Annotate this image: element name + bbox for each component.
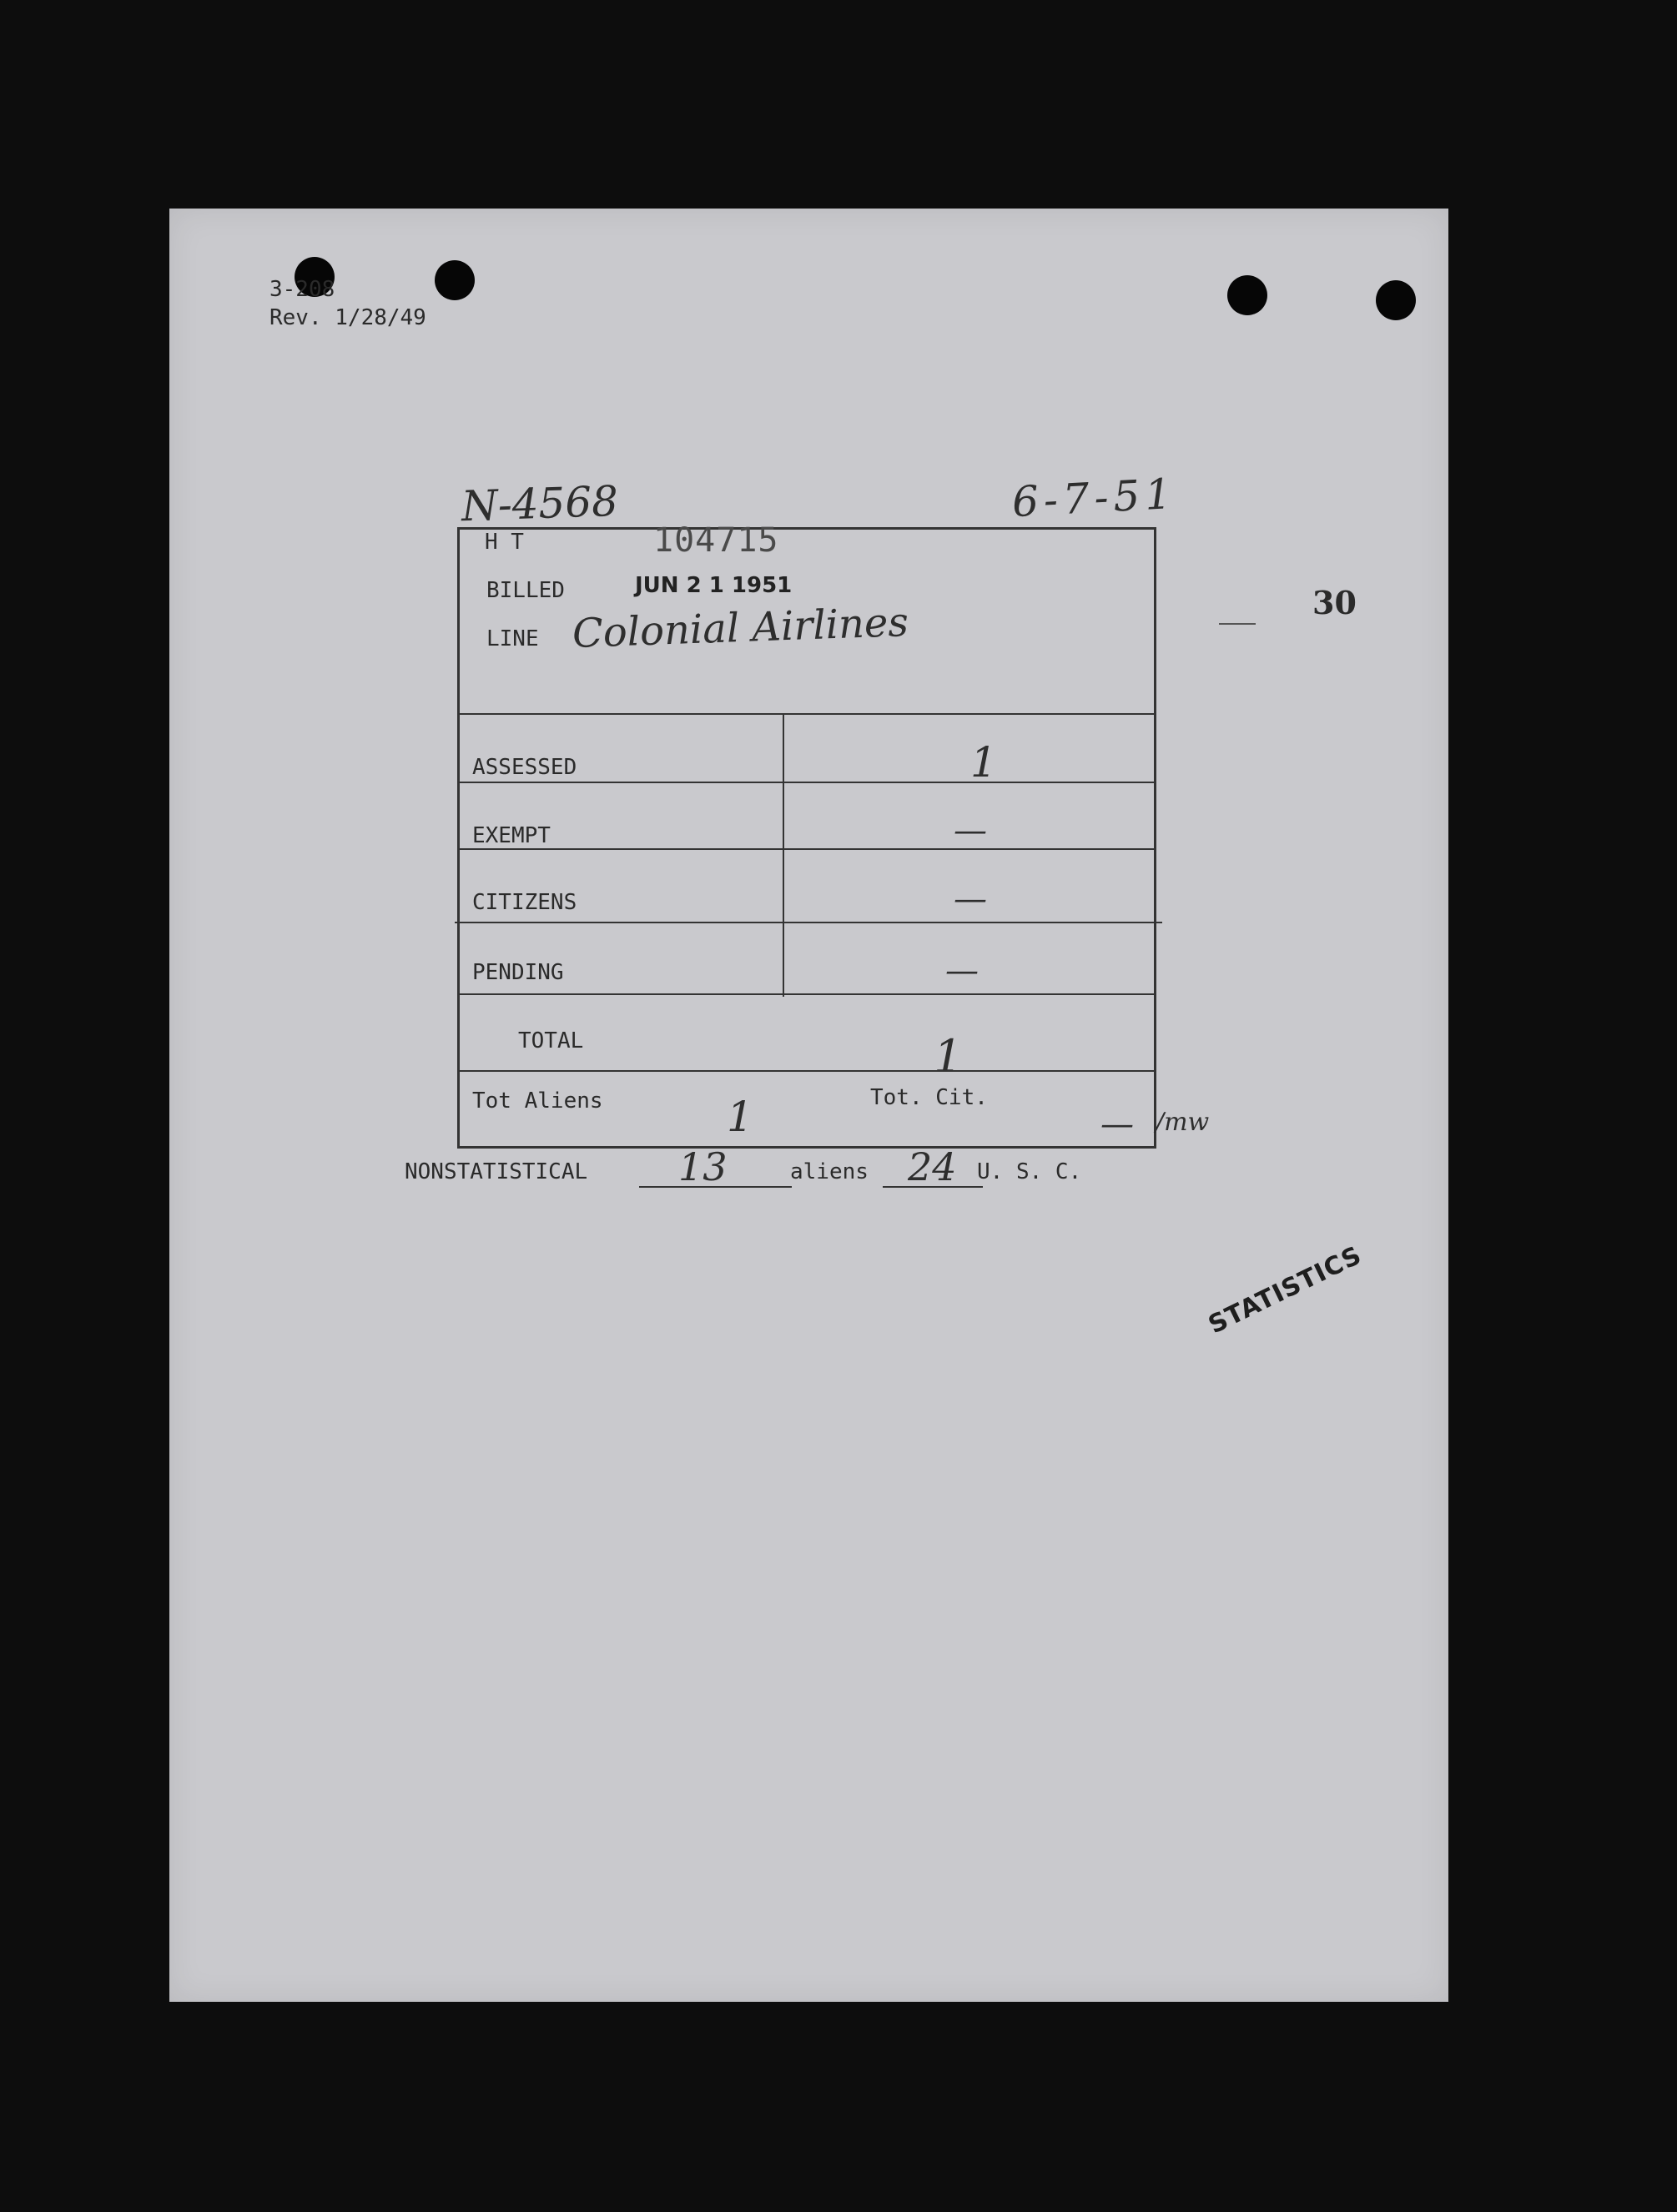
assessed-value: 1 [970,738,997,787]
divider [460,848,1154,850]
punch-hole [1376,280,1416,320]
page-number-dash [1219,623,1256,625]
exempt-value: — [954,812,987,850]
page-number: 30 [1312,584,1357,621]
ht-label: H T [485,530,524,555]
total-value: 1 [934,1030,963,1083]
exempt-label: EXEMPT [472,823,551,848]
clerk-initials: /mw [1156,1108,1210,1137]
divider [460,993,1154,995]
divider [460,713,1154,715]
document-page [169,209,1448,2002]
nonstatistical-label: NONSTATISTICAL [405,1159,588,1184]
pending-label: PENDING [472,960,564,985]
line-label: LINE [486,626,539,651]
tot-cit-label: Tot. Cit. [870,1085,988,1110]
nonstat-usc-count: 24 [908,1144,957,1189]
tot-cit-value: — [1100,1105,1134,1144]
punch-hole [1227,275,1267,315]
form-number: 3-208 [269,277,335,302]
form-revision: Rev. 1/28/49 [269,305,426,330]
column-divider [783,715,784,997]
usc-label: U. S. C. [977,1159,1082,1184]
nonstat-aliens-count: 13 [678,1144,728,1189]
divider [455,922,1162,923]
statistics-stamp: STATISTICS [1204,1240,1367,1340]
handwritten-date: 6-7-51 [1010,469,1178,527]
punch-hole [435,260,475,300]
file-number: N-4568 [461,476,619,531]
manifest-serial: 104715 [653,521,779,560]
citizens-value: — [954,880,987,918]
tot-aliens-value: 1 [727,1093,753,1141]
pending-value: — [945,952,979,990]
billed-label: BILLED [486,578,565,603]
billed-date-stamp: JUN 2 1 1951 [635,573,793,598]
total-label: TOTAL [518,1028,584,1053]
divider [460,1070,1154,1072]
nonstat-aliens-label: aliens [790,1159,869,1184]
statistics-box [457,521,1156,1149]
divider [460,782,1154,783]
citizens-label: CITIZENS [472,890,577,915]
form-code [269,275,426,332]
carrier-name: Colonial Airlines [572,598,909,658]
assessed-label: ASSESSED [472,755,577,780]
tot-aliens-label: Tot Aliens [472,1088,603,1114]
